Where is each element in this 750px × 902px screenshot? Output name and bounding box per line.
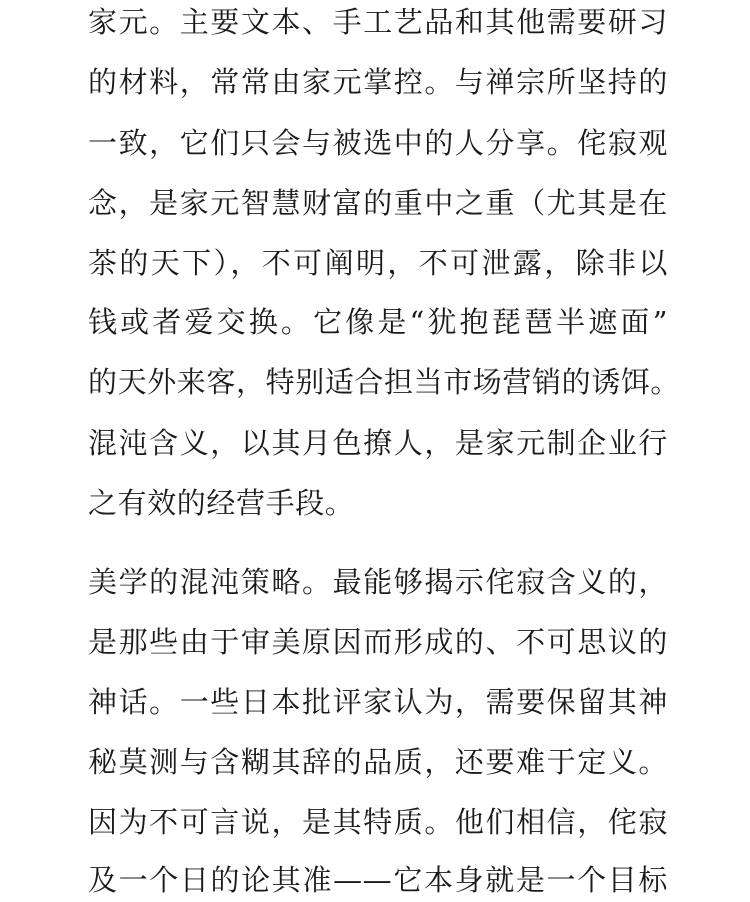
paragraph-1-line-4: 念，是家元智慧财富的重中之重（尤其是在 bbox=[88, 186, 668, 220]
paragraph-2-line-3: 神话。一些日本批评家认为，需要保留其神 bbox=[88, 685, 668, 719]
paragraph-1-line-8: 混沌含义，以其月色撩人，是家元制企业行 bbox=[88, 426, 668, 460]
paragraph-2-line-5: 因为不可言说，是其特质。他们相信，侘寂 bbox=[88, 805, 668, 839]
paragraph-1-line-1: 家元。主要文本、手工艺品和其他需要研习 bbox=[88, 5, 668, 39]
paragraph-1-line-5: 茶的天下），不可阐明，不可泄露，除非以 bbox=[88, 246, 668, 280]
paragraph-2-line-4: 秘莫测与含糊其辞的品质，还要难于定义。 bbox=[88, 745, 668, 779]
paragraph-1-line-6: 钱或者爱交换。它像是“犹抱琵琶半遮面” bbox=[88, 305, 668, 339]
paragraph-1-line-2: 的材料，常常由家元掌控。与禅宗所坚持的 bbox=[88, 65, 668, 99]
paragraph-1-line-3: 一致，它们只会与被选中的人分享。侘寂观 bbox=[88, 126, 668, 160]
paragraph-1-line-7: 的天外来客，特别适合担当市场营销的诱饵。 bbox=[88, 365, 681, 399]
paragraph-2-line-6: 及一个日的论其准——它本身就是一个目标 bbox=[88, 863, 668, 897]
paragraph-2-line-2: 是那些由于审美原因而形成的、不可思议的 bbox=[88, 625, 668, 659]
paragraph-1-line-9: 之有效的经营手段。 bbox=[88, 486, 355, 520]
paragraph-2-line-1: 美学的混沌策略。最能够揭示侘寂含义的， bbox=[88, 565, 668, 599]
